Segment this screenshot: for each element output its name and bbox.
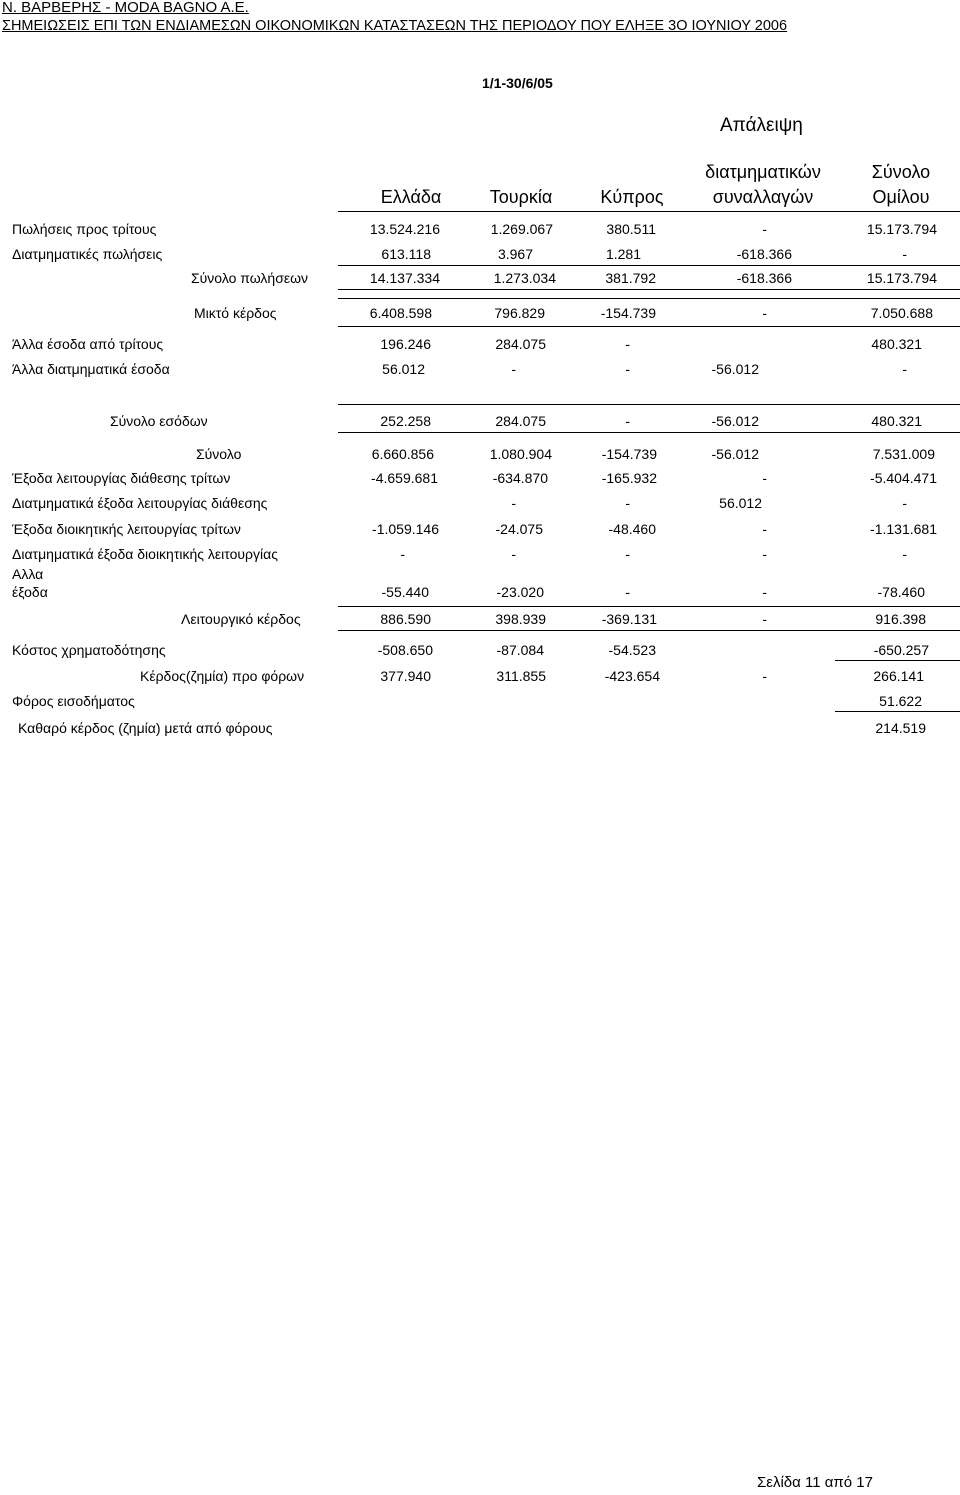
- cell-cyprus: 381.792: [605, 270, 656, 286]
- rule-operating-profit-top: [338, 606, 960, 607]
- cell-greece: -1.059.146: [372, 521, 439, 537]
- cell-eliminations: -: [762, 470, 767, 486]
- cell-group-total: 214.519: [875, 720, 926, 736]
- cell-turkey: 398.939: [495, 611, 546, 627]
- column-header-intersegment-1: διατμηματικών: [705, 162, 821, 182]
- cell-eliminations: -618.366: [736, 246, 792, 262]
- cell-greece: 377.940: [380, 668, 431, 684]
- cell-eliminations: -: [762, 546, 767, 562]
- cell-greece: -55.440: [381, 584, 429, 600]
- cell-eliminations: -: [762, 221, 767, 237]
- rule-sales-total-bottom: [338, 289, 960, 290]
- period-label: 1/1-30/6/05: [482, 75, 553, 91]
- row-label-gross-profit: Μικτό κέρδος: [194, 305, 277, 321]
- cell-cyprus: -423.654: [604, 668, 660, 684]
- column-header-group-1: Σύνολο: [871, 162, 931, 182]
- cell-turkey: 1.273.034: [493, 270, 556, 286]
- cell-turkey: -634.870: [492, 470, 548, 486]
- row-label-other-expenses-line1: Αλλα: [12, 566, 44, 582]
- row-label-third-party-sales: Πωλήσεις προς τρίτους: [12, 221, 157, 237]
- cell-group-total: 7.531.009: [872, 446, 935, 462]
- cell-group-total: -: [902, 495, 907, 511]
- cell-group-total: 266.141: [873, 668, 924, 684]
- cell-cyprus: 380.511: [606, 221, 656, 237]
- rule-gross-profit-top: [338, 298, 960, 299]
- cell-cyprus: -: [625, 546, 630, 562]
- cell-greece: 6.408.598: [369, 305, 432, 321]
- cell-greece: -4.659.681: [371, 470, 438, 486]
- cell-greece: 13.524.216: [369, 221, 440, 237]
- cell-eliminations: -: [762, 305, 767, 321]
- cell-turkey: 1.269.067: [490, 221, 553, 237]
- cell-greece: -: [400, 546, 405, 562]
- column-header-group-2: Ομίλου: [872, 187, 930, 207]
- row-label-other-expenses-line2: έξοδα: [12, 584, 48, 600]
- cell-eliminations: -: [762, 584, 767, 600]
- cell-group-total: -1.131.681: [870, 521, 937, 537]
- cell-cyprus: -: [625, 584, 630, 600]
- row-label-profit-before-tax: Κέρδος(ζημία) προ φόρων: [140, 668, 305, 684]
- rule-other-income-total: [338, 404, 960, 405]
- row-label-other-intersegment-income: Άλλα διατμηματικά έσοδα: [12, 361, 170, 377]
- row-label-intersegment-selling-expenses: Διατμηματικά έξοδα λειτουργίας διάθεσης: [12, 495, 268, 511]
- cell-turkey: 796.829: [494, 305, 545, 321]
- row-label-admin-expenses-third-party: Έξοδα διοικητικής λειτουργίας τρίτων: [12, 521, 241, 537]
- cell-greece: -508.650: [377, 642, 433, 658]
- row-label-total-income: Σύνολο εσόδων: [110, 413, 208, 429]
- cell-eliminations: 56.012: [719, 495, 762, 511]
- cell-cyprus: -: [625, 413, 630, 429]
- cell-greece: 6.660.856: [371, 446, 434, 462]
- page-number: Σελίδα 11 από 17: [757, 1474, 873, 1491]
- cell-group-total: 480.321: [871, 413, 922, 429]
- row-label-operating-profit: Λειτουργικό κέρδος: [181, 611, 301, 627]
- cell-turkey: 284.075: [495, 336, 546, 352]
- row-label-intersegment-admin-expenses: Διατμηματικά έξοδα διοικητικής λειτουργίας: [12, 546, 278, 562]
- cell-cyprus: -: [625, 336, 630, 352]
- column-header-intersegment-2: συναλλαγών: [712, 187, 814, 207]
- cell-eliminations: -56.012: [711, 413, 759, 429]
- cell-group-total: 15.173.794: [866, 221, 937, 237]
- cell-eliminations: -56.012: [711, 446, 759, 462]
- row-label-total-sales: Σύνολο πωλήσεων: [191, 270, 309, 286]
- rule-other-income-bottom: [338, 432, 960, 433]
- cell-greece: 56.012: [382, 361, 425, 377]
- rule-sales-total: [338, 265, 960, 266]
- cell-eliminations: -: [762, 611, 767, 627]
- cell-cyprus: -154.739: [600, 305, 656, 321]
- cell-greece: 14.137.334: [369, 270, 440, 286]
- cell-eliminations: -: [762, 521, 767, 537]
- cell-turkey: -24.075: [495, 521, 543, 537]
- cell-turkey: -: [511, 361, 516, 377]
- cell-cyprus: -369.131: [601, 611, 657, 627]
- cell-group-total: 7.050.688: [870, 305, 933, 321]
- cell-cyprus: -: [625, 495, 630, 511]
- cell-group-total: 15.173.794: [866, 270, 937, 286]
- rule-operating-profit-bottom: [338, 630, 960, 631]
- row-label-total: Σύνολο: [196, 446, 242, 462]
- cell-eliminations: -: [762, 668, 767, 684]
- rule-gross-profit-bottom: [338, 326, 960, 327]
- header-rule: [338, 211, 960, 212]
- cell-group-total: -: [902, 246, 907, 262]
- rule-income-tax: [835, 711, 960, 712]
- cell-group-total: 480.321: [871, 336, 922, 352]
- column-header-turkey: Τουρκία: [489, 187, 553, 207]
- cell-cyprus: -165.932: [601, 470, 657, 486]
- cell-group-total: -650.257: [873, 642, 929, 658]
- column-header-greece: Ελλάδα: [380, 187, 442, 207]
- cell-group-total: 51.622: [879, 693, 922, 709]
- cell-eliminations: -618.366: [736, 270, 792, 286]
- cell-greece: 196.246: [380, 336, 431, 352]
- cell-greece: 613.118: [381, 246, 431, 262]
- company-name: N. ΒΑΡΒΕΡΗΣ - MODA BAGNO A.E.: [2, 0, 249, 16]
- rule-finance-cost: [835, 660, 960, 661]
- cell-group-total: -5.404.471: [870, 470, 937, 486]
- cell-cyprus: -154.739: [601, 446, 657, 462]
- cell-cyprus: -54.523: [608, 642, 656, 658]
- cell-turkey: 284.075: [495, 413, 546, 429]
- cell-group-total: -: [902, 546, 907, 562]
- cell-turkey: -87.084: [496, 642, 544, 658]
- cell-greece: 252.258: [380, 413, 431, 429]
- cell-greece: 886.590: [380, 611, 431, 627]
- cell-cyprus: -: [625, 361, 630, 377]
- cell-cyprus: 1.281: [605, 246, 641, 262]
- cell-turkey: 1.080.904: [489, 446, 552, 462]
- row-label-finance-cost: Κόστος χρηματοδότησης: [12, 642, 166, 658]
- cell-group-total: -78.460: [877, 584, 925, 600]
- row-label-selling-expenses-third-party: Έξοδα λειτουργίας διάθεσης τρίτων: [12, 470, 231, 486]
- document-subtitle: ΣΗΜΕΙΩΣΕΙΣ ΕΠΙ ΤΩΝ ΕΝΔΙΑΜΕΣΩΝ ΟΙΚΟΝΟΜΙΚΩΝ ΚΑΤΑΣΤΑΣΕΩΝ ΤΗΣ ΠΕΡΙΟΔΟΥ ΠΟΥ ΕΛΗΞΕ 3Ο ΙΟΥΝΙΟΥ 2006: [2, 18, 788, 34]
- row-label-income-tax: Φόρος εισοδήματος: [12, 693, 135, 709]
- cell-group-total: -: [902, 361, 907, 377]
- row-label-net-profit-after-tax: Καθαρό κέρδος (ζημία) μετά από φόρους: [18, 720, 273, 736]
- cell-group-total: 916.398: [875, 611, 926, 627]
- cell-eliminations: -56.012: [711, 361, 759, 377]
- row-label-intersegment-sales: Διατμηματικές πωλήσεις: [12, 246, 163, 262]
- cell-turkey: -: [511, 495, 516, 511]
- eliminations-header: Απάλειψη: [720, 115, 803, 136]
- cell-turkey: -: [511, 546, 516, 562]
- cell-turkey: -23.020: [496, 584, 544, 600]
- row-label-other-income-third-party: Άλλα έσοδα από τρίτους: [12, 336, 164, 352]
- column-header-cyprus: Κύπρος: [600, 187, 664, 207]
- cell-turkey: 3.967: [497, 246, 533, 262]
- cell-cyprus: -48.460: [608, 521, 656, 537]
- cell-turkey: 311.855: [496, 668, 546, 684]
